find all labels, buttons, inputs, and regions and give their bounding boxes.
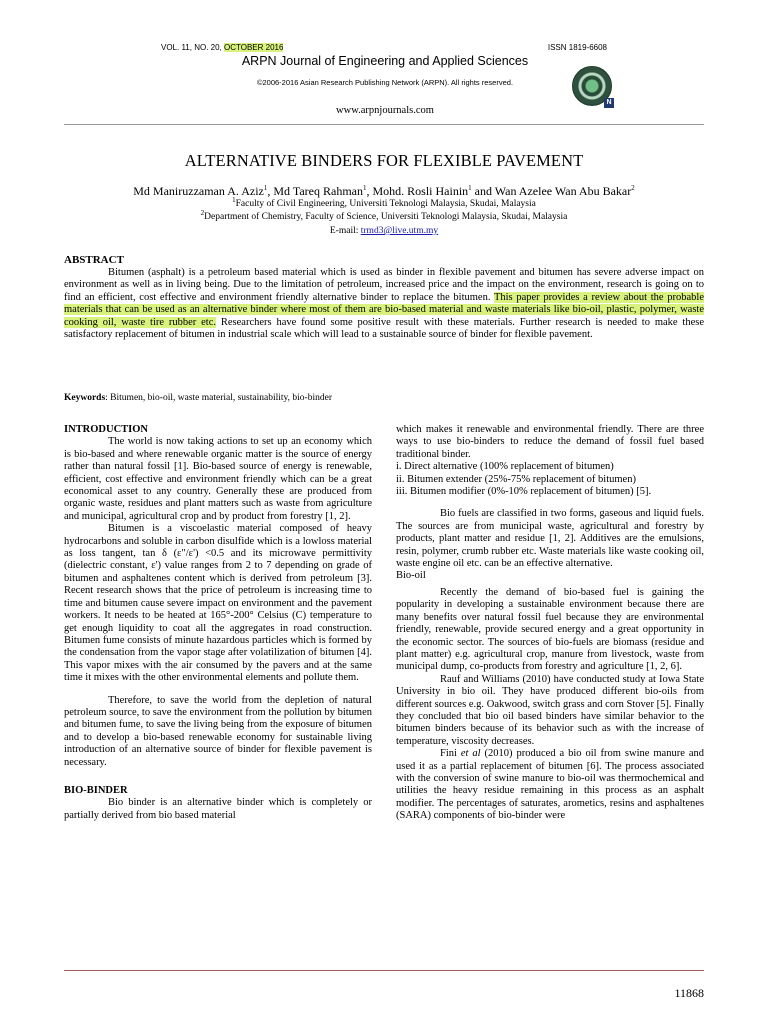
affiliation-1: [64, 195, 704, 209]
affiliation-1-mark: 1: [232, 195, 236, 204]
abstract-heading: ABSTRACT: [64, 254, 124, 266]
author-2: , Md Tareq Rahman: [267, 184, 363, 198]
author-1: Md Maniruzzaman A. Aziz: [133, 184, 264, 198]
right-paragraph-4: Rauf and Williams (2010) have conducted study at Iowa State University in bio oil. They have produced different bio-oils from different sources e.g. Oakwood, switch grass and corn Stover [5]. Finally they concluded that bio oil based binders have similar behavior to the bitumen binders because of its behavior such as with the increase of temperature, viscosity decreases.: [396, 673, 704, 747]
bio-binder-heading: BIO-BINDER: [64, 784, 128, 796]
issn: ISSN 1819-6608: [547, 43, 607, 52]
header-rule: [64, 124, 704, 125]
journal-url[interactable]: www.arpnjournals.com: [336, 105, 434, 116]
issue-month: OCTOBER 2016: [224, 43, 284, 52]
email-label: E-mail:: [329, 226, 361, 236]
introduction-heading: INTRODUCTION: [64, 424, 149, 435]
right-column: [396, 424, 704, 823]
intro-paragraph-1: The world is now taking actions to set up an economy which is bio-based and where renewable organic matter is the source of energy rather than natural fossil [1]. Bio-based source of energy is renewable, efficient, cost effective and environment friendly which can be a great economical asset to any country. Generally these are produced from organic waste, residues and plant matters such as waste from agriculture and municipal, agricultural crop and by product from forestry [1, 2].: [64, 436, 372, 522]
affiliation-2: [64, 208, 704, 222]
author-4-affil: 2: [631, 184, 635, 192]
list-item-3: iii. Bitumen modifier (0%-10% replacement of bitumen) [5].: [396, 486, 652, 498]
journal-volume-line: [161, 43, 607, 52]
right-paragraph-1: which makes it renewable and environmental friendly. There are three ways to use bio-binders to reduce the demand of fossil fuel based traditional binder.: [396, 424, 704, 460]
abstract-text-2: Researchers have found some positive result with these materials. Further research is needed to make these satisfactory replacement of bitumen in industrial scale which will lead to a sustainable source of binder for flexible pavement.: [64, 316, 705, 341]
abstract-highlight: This paper provides a review about the probable materials that can be used as an alternative binder where most of them are bio-based material and waste materials like bio-oil, plastic, polymer, waste cooking oil, waste tire rubber etc.: [64, 291, 704, 328]
volume-issue: VOL. 11, NO. 20,: [161, 43, 224, 52]
logo-letter: N: [604, 98, 614, 108]
affiliation-2-text: Department of Chemistry, Faculty of Science, Universiti Teknologi Malaysia, Skudai, Malaysia: [204, 212, 568, 222]
keywords-label: Keywords: [64, 393, 106, 403]
affiliation-1-text: Faculty of Civil Engineering, Universiti Teknologi Malaysia, Skudai, Malaysia: [235, 199, 536, 209]
bio-binder-paragraph: Bio binder is an alternative binder which is completely or partially derived from bio based material: [64, 797, 372, 821]
footer-rule: [64, 970, 704, 971]
bio-oil-heading: Bio-oil: [396, 570, 426, 582]
intro-paragraph-2: Bitumen is a viscoelastic material composed of heavy hydrocarbons and soluble in carbon disulfide which is a lowloss material as loss tangent, tan δ (ε"/ε') <0.5 and its microwave permittivity (dielectric constant, ε') value ranges from 2 to 7 depending on grade of bitumen and asphaltenes content which is derived from petroleum [3]. Recent research shows that the price of petroleum is increasing time to time and bitumen cause severe impact on environment and the pavement workers. It needs to be heated at 165°-200° Celsius (C) temperature to get enough liquidity to coat all the aggregates in road construction. Bitumen fume consists of minute hazardous particles which is formed by the condensation from the vapor stage after volatilization of bitumen [4]. This vapor mixes with the air consumed by the pavers and at the same time it mixes with the other environmental elements and pollute them.: [64, 523, 372, 684]
keywords-line: [64, 393, 704, 403]
right-paragraph-3: Recently the demand of bio-based fuel is gaining the popularity in developing a sustainable environment because there are many benefits over natural fossil fuel because they are environmental friendly, renewable, provide secured energy and a great opportunity in the economic sector. The sources of bio-fuels are biomass (residue and plant matter) e.g. agricultural crop, manure from livestock, waste from municipal dump, co-products from forestry and agriculture [1, 2, 6].: [396, 586, 704, 673]
abstract-text-1: Bitumen (asphalt) is a petroleum based material which is used as binder in flexible pavement and bitumen has severe adverse impact on environment as well as in living being. Due to the limitation of petroleum, increased price and the impact on the environment, research is going on to find an efficient, cost effective and environment friendly alternative binder to replace the bitumen.: [64, 267, 704, 303]
left-column: [64, 424, 372, 822]
author-2-affil: 1: [362, 184, 367, 192]
right-paragraph-5: [396, 748, 704, 822]
copyright-line: ©2006-2016 Asian Research Publishing Network (ARPN). All rights reserved.: [256, 78, 514, 87]
author-line: [64, 184, 704, 199]
journal-logo: [572, 66, 612, 106]
author-4: and Wan Azelee Wan Abu Bakar: [471, 184, 632, 198]
fini-text: Fini: [440, 748, 461, 760]
list-item-1: i. Direct alternative (100% replacement of bitumen): [396, 461, 614, 473]
affiliation-2-mark: 2: [200, 208, 205, 217]
intro-paragraph-3: Therefore, to save the world from the depletion of natural petroleum source, to save the environment from the pollution by bitumen and bitumen fume, to save the living being from the exposure of bitumen and to develop a bio-based renewable economy for sustainable living introduction of an alternative source of binder for flexible pavement is necessary.: [64, 694, 372, 768]
list-item-2: ii. Bitumen extender (25%-75% replacement of bitumen): [396, 473, 636, 485]
right-paragraph-2: Bio fuels are classified in two forms, gaseous and liquid fuels. The sources are from municipal waste, agricultural and forestry by products, plant matter and residue [1, 2]. Additives are the emulsions, resin, polymer, crumb rubber etc. Waste materials like waste cooking oil, waste engine oil etc. can be an effective alternative.: [396, 508, 704, 570]
journal-name: ARPN Journal of Engineering and Applied Sciences: [241, 54, 529, 68]
email-link[interactable]: trmd3@live.utm.my: [360, 226, 439, 236]
author-1-affil: 1: [263, 184, 268, 192]
keywords-text: : Bitumen, bio-oil, waste material, sustainability, bio-binder: [105, 393, 332, 403]
fini-rest: (2010) produced a bio oil from swine manure and used it as a partial replacement of bitumen [6]. The process associated with the conversion of swine manure to bio-oil was thermochemical and utilities the heavy residue remaining in this process as an asphalt modifier. The percentages of saturates, arometics, resins and asphaltenes (SARA) components of bio-binder were: [396, 748, 704, 822]
author-3: , Mohd. Rosli Hainin: [366, 184, 469, 198]
paper-title: ALTERNATIVE BINDERS FOR FLEXIBLE PAVEMENT: [184, 151, 584, 170]
abstract-body: [64, 267, 704, 341]
author-3-affil: 1: [468, 184, 472, 192]
et-al: et al: [460, 748, 481, 760]
page-number: 11868: [674, 986, 704, 1000]
email-line: [64, 226, 704, 236]
